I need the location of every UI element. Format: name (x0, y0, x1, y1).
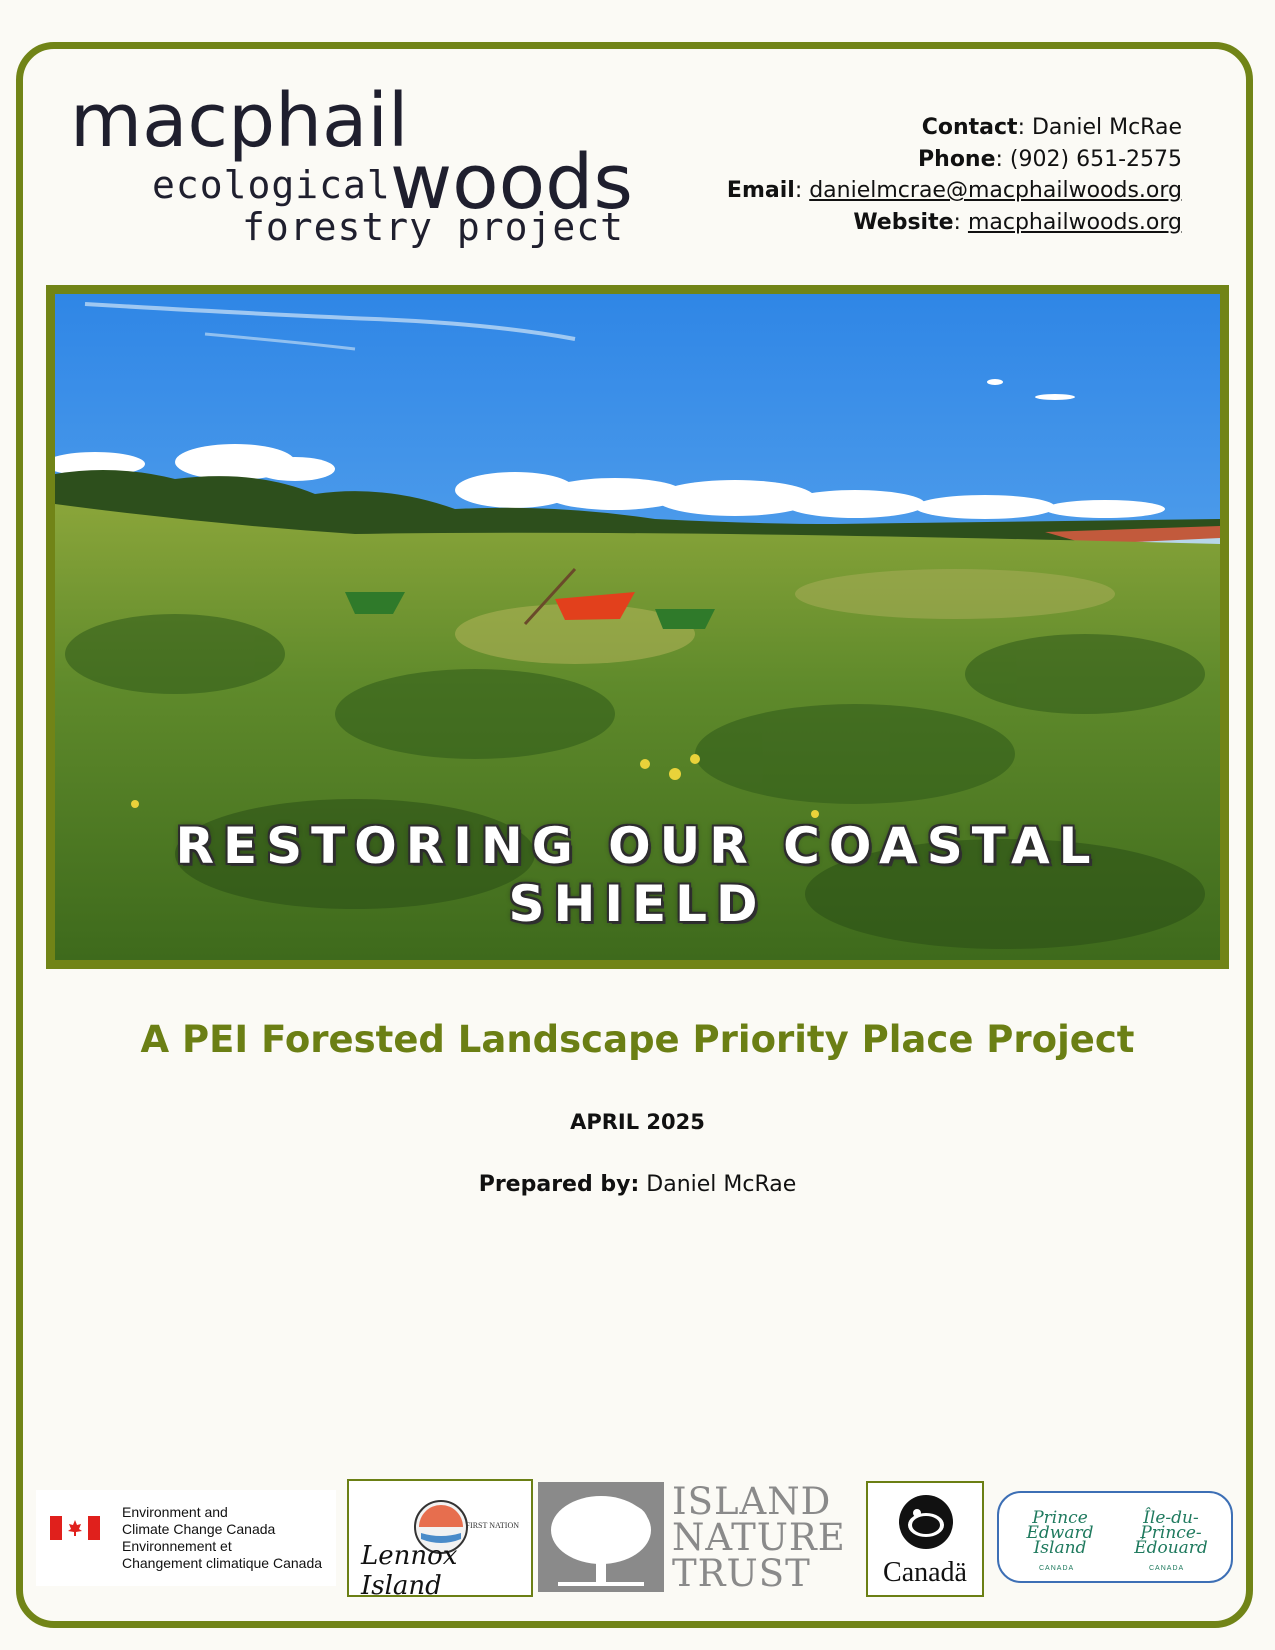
canada-wordmark: Canadä (883, 1557, 967, 1588)
email-line: Email: danielmcrae@macphailwoods.org (726, 178, 1182, 203)
canada-flag-icon (50, 1516, 100, 1540)
phone-value: (902) 651-2575 (1009, 146, 1182, 172)
contact-line: Contact: Daniel McRae (921, 115, 1182, 140)
project-subtitle: A PEI Forested Landscape Priority Place Project (140, 1018, 1135, 1061)
lennox-island-logo (347, 1479, 533, 1601)
eccc-line-1: Environment and (122, 1504, 228, 1520)
hero-image-frame (46, 285, 1229, 969)
macphail-woods-logo (70, 78, 633, 258)
logo-word-woods: woods (390, 137, 633, 226)
eccc-line-2: Climate Change Canada (122, 1521, 276, 1537)
prepared-by-name: Daniel McRae (646, 1172, 797, 1197)
report-date: APRIL 2025 (570, 1110, 705, 1134)
oak-tree-icon (538, 1482, 664, 1592)
pei-english-name: Prince Edward Island (1026, 1508, 1094, 1558)
eccc-text (122, 1504, 322, 1572)
pei-french-name: Île-du-Prince-Édouard (1134, 1508, 1208, 1558)
eccc-line-3: Environnement et (122, 1538, 232, 1554)
logo-word-forestry-project: forestry project (242, 205, 625, 249)
eccc-logo (36, 1490, 336, 1586)
int-word-trust: TRUST (672, 1552, 811, 1595)
eccc-line-4: Changement climatique Canada (122, 1555, 323, 1571)
pei-government-logo (997, 1491, 1233, 1583)
prepared-by (0, 1172, 1275, 1197)
contact-block (727, 112, 1182, 238)
beaver-icon (895, 1493, 957, 1551)
hero-title: RESTORING OUR COASTAL SHIELD (175, 817, 1100, 933)
int-word-nature: NATURE (672, 1516, 846, 1559)
contact-label: Contact (921, 115, 1018, 140)
contact-value: Daniel McRae (1031, 115, 1182, 140)
pei-english-country: CANADA (1039, 1565, 1075, 1572)
lennox-first-nation-tag: FIRST NATION (465, 1521, 519, 1530)
island-nature-trust-logo (538, 1480, 846, 1595)
website-link[interactable]: macphailwoods.org (967, 209, 1182, 235)
email-label: Email (726, 178, 795, 203)
logo-word-macphail: macphail (70, 78, 409, 164)
phone-label: Phone (918, 146, 996, 172)
email-link[interactable]: danielmcrae@macphailwoods.org (809, 178, 1182, 203)
parks-canada-logo (866, 1481, 984, 1597)
logo-word-ecological: ecological (152, 163, 391, 207)
lennox-name: Lennox Island (361, 1541, 458, 1601)
pei-french-country: CANADA (1149, 1565, 1185, 1572)
website-label: Website (853, 209, 954, 235)
prepared-by-label: Prepared by: (478, 1172, 640, 1197)
int-word-island: ISLAND (672, 1480, 832, 1523)
website-line: Website: macphailwoods.org (853, 209, 1182, 235)
phone-line: Phone: (902) 651-2575 (918, 146, 1182, 172)
